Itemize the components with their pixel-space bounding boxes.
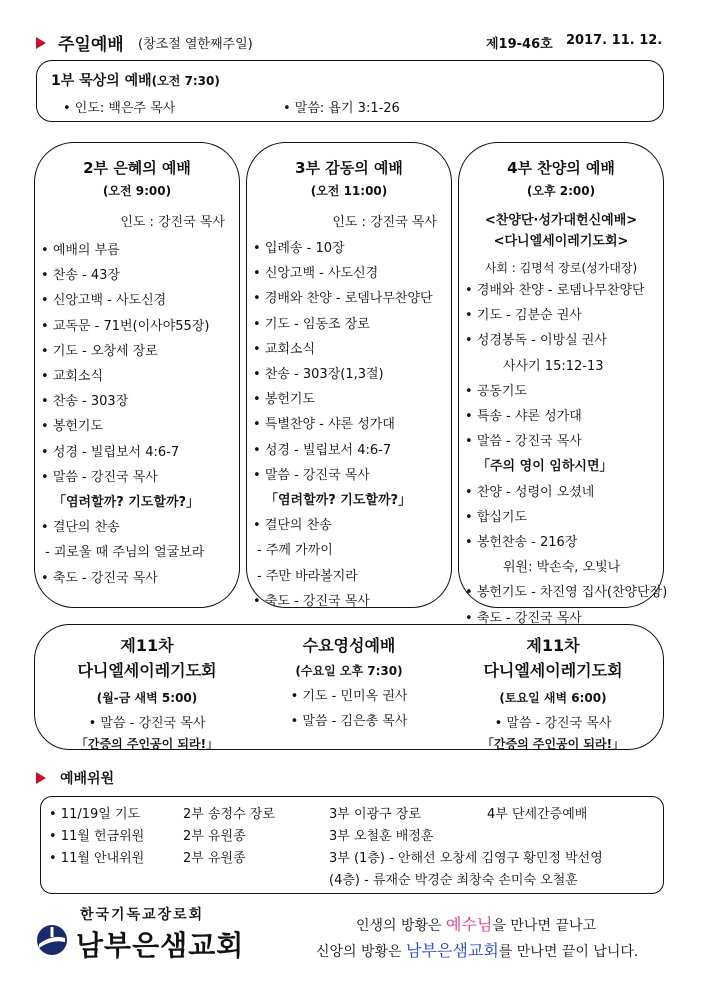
order-item: • 특송 - 샤론 성가대 bbox=[465, 404, 657, 429]
dawn-prayer-saturday-sermon: • 말씀 - 강진국 목사 bbox=[494, 716, 612, 731]
slogan-line-2: 신앙의 방황은 남부은샘교회를 만나면 끝이 납니다. bbox=[316, 941, 639, 960]
order-item: • 축도 - 강진국 목사 bbox=[41, 566, 233, 591]
order-item: • 찬양 - 성령이 오셨네 bbox=[465, 480, 657, 505]
page-header bbox=[36, 30, 666, 56]
order-item: • 예배의 부름 bbox=[41, 238, 233, 263]
service1-leader: • 인도: 백은주 목사 bbox=[63, 101, 176, 116]
dawn-prayer-saturday-round: 제11차 bbox=[526, 636, 580, 655]
order-item: • 교독문 - 71번(이사야55장) bbox=[41, 314, 233, 339]
service1-title: 1부 묵상의 예배(오전 7:30) bbox=[51, 73, 220, 89]
order-item: • 봉헌기도 - 차진영 집사(찬양단장) bbox=[465, 580, 657, 605]
order-item: - 주만 바라볼지라 bbox=[257, 568, 358, 584]
dawn-prayer-weekday-round: 제11차 bbox=[120, 636, 174, 655]
order-item: • 합십기도 bbox=[465, 505, 657, 530]
wednesday-service-sermon: • 말씀 - 김은총 목사 bbox=[290, 714, 408, 729]
workers-cell: • 11월 안내위원 bbox=[49, 851, 145, 866]
workers-cell: • 11월 헌금위원 bbox=[49, 829, 145, 844]
wednesday-service-time: (수요일 오후 7:30) bbox=[295, 664, 403, 678]
service3-title: 3부 감동의 예배 bbox=[295, 159, 403, 177]
order-item: • 경배와 찬양 - 로뎀나무찬양단 bbox=[465, 278, 657, 303]
order-item: • 특별찬양 - 샤론 성가대 bbox=[253, 412, 445, 437]
order-item: • 기도 - 임동조 장로 bbox=[253, 312, 445, 337]
workers-cell: 2부 유원종 bbox=[183, 829, 246, 844]
workers-cell: 3부 오철훈 배정훈 bbox=[329, 829, 434, 844]
order-item: • 기도 - 오창세 장로 bbox=[41, 339, 233, 364]
order-item: 「염려할까? 기도할까?」 bbox=[53, 495, 200, 511]
slogan-highlight-church: 남부은샘교회 bbox=[406, 941, 499, 960]
order-item: • 교회소식 bbox=[41, 364, 233, 389]
service4-order-list bbox=[465, 278, 668, 631]
triangle-bullet-icon bbox=[36, 37, 46, 49]
service2-title: 2부 은혜의 예배 bbox=[83, 159, 191, 177]
church-name: 남부은샘교회 bbox=[76, 929, 245, 962]
org-name: 한국기독교장로회 bbox=[80, 907, 205, 923]
order-item: • 찬송 - 303장(1,3절) bbox=[253, 362, 445, 387]
service2-time: (오전 9:00) bbox=[102, 184, 172, 198]
order-item: • 축도 - 강진국 목사 bbox=[253, 589, 445, 614]
order-item: • 말씀 - 강진국 목사 bbox=[465, 429, 657, 454]
order-item: • 공동기도 bbox=[465, 379, 657, 404]
workers-cell: • 11/19일 기도 bbox=[49, 807, 141, 822]
dawn-prayer-weekday-title: 다니엘세이레기도회 bbox=[77, 661, 217, 680]
dawn-prayer-saturday bbox=[455, 633, 651, 752]
order-item: - 주께 가까이 bbox=[257, 543, 333, 559]
dawn-prayer-weekday-quote: 「간증의 주인공이 되라!」 bbox=[75, 737, 219, 751]
service2-leader: 인도 : 강진국 목사 bbox=[120, 215, 225, 230]
order-item: 위원: 박손숙, 오빛나 bbox=[503, 560, 621, 576]
service2-box bbox=[34, 142, 240, 608]
service4-special2: <다니엘세이레기도회> bbox=[493, 234, 629, 249]
order-item: • 입례송 - 10장 bbox=[253, 236, 445, 261]
workers-heading-row bbox=[36, 768, 236, 788]
page-title: 주일예배 bbox=[58, 35, 124, 55]
workers-cell: 4부 단세간증예배 bbox=[487, 807, 588, 822]
order-item: • 기도 - 김분순 권사 bbox=[465, 303, 657, 328]
order-item: • 교회소식 bbox=[253, 337, 445, 362]
order-item: • 결단의 찬송 bbox=[253, 513, 445, 538]
workers-heading: 예배위원 bbox=[60, 771, 115, 787]
service4-box bbox=[458, 142, 668, 626]
workers-box bbox=[40, 796, 664, 894]
triangle-bullet-icon bbox=[36, 772, 46, 784]
weekday-box bbox=[34, 624, 664, 750]
order-item: • 말씀 - 강진국 목사 bbox=[41, 465, 233, 490]
workers-cell: 3부 이광구 장로 bbox=[329, 807, 421, 822]
order-item: • 신앙고백 - 사도신경 bbox=[41, 288, 233, 313]
workers-cell: 2부 유원종 bbox=[183, 851, 246, 866]
order-item: • 신앙고백 - 사도신경 bbox=[253, 261, 445, 286]
service3-leader: 인도 : 강진국 목사 bbox=[332, 215, 437, 230]
service4-special1: <찬양단·성가대헌신예배> bbox=[484, 213, 638, 228]
dawn-prayer-weekday-sermon: • 말씀 - 강진국 목사 bbox=[88, 716, 206, 731]
order-item: • 찬송 - 43장 bbox=[41, 263, 233, 288]
order-item: - 괴로울 때 주님의 얼굴보라 bbox=[45, 545, 205, 561]
church-logo-icon bbox=[36, 924, 68, 956]
footer bbox=[36, 900, 666, 980]
service4-title: 4부 찬양의 예배 bbox=[507, 159, 615, 177]
dawn-prayer-saturday-quote: 「간증의 주인공이 되라!」 bbox=[481, 737, 625, 751]
order-item: • 봉헌기도 bbox=[253, 387, 445, 412]
order-item: 사사기 15:12-13 bbox=[503, 358, 604, 374]
service3-order-list bbox=[253, 236, 445, 614]
dawn-prayer-weekday bbox=[49, 633, 245, 752]
service4-time: (오후 2:00) bbox=[526, 184, 596, 198]
service3-box bbox=[246, 142, 452, 608]
order-item: • 봉헌기도 bbox=[41, 414, 233, 439]
wednesday-service bbox=[251, 633, 447, 729]
workers-cell: 2부 송정수 장로 bbox=[183, 807, 275, 822]
order-item: • 성경 - 빌립보서 4:6-7 bbox=[41, 440, 233, 465]
page-subtitle: (창조절 열한째주일) bbox=[138, 37, 253, 52]
service3-time: (오전 11:00) bbox=[310, 184, 388, 198]
service1-sermon: • 말씀: 욥기 3:1-26 bbox=[283, 101, 400, 116]
order-item: • 찬송 - 303장 bbox=[41, 389, 233, 414]
order-item: • 성경 - 빌립보서 4:6-7 bbox=[253, 438, 445, 463]
service2-order-list bbox=[41, 238, 233, 591]
order-item: • 경배와 찬양 - 로뎀나무찬양단 bbox=[253, 286, 445, 311]
wednesday-service-title: 수요영성예배 bbox=[302, 636, 396, 655]
order-item: • 봉헌찬송 - 216장 bbox=[465, 530, 657, 555]
slogan-line-1: 인생의 방황은 예수님을 만나면 끝나고 bbox=[356, 915, 596, 934]
order-item: • 축도 - 강진국 목사 bbox=[465, 606, 657, 631]
dawn-prayer-saturday-time: (토요일 새벽 6:00) bbox=[499, 691, 607, 705]
dawn-prayer-weekday-time: (월-금 새벽 5:00) bbox=[96, 691, 198, 705]
order-item: 「염려할까? 기도할까?」 bbox=[265, 493, 412, 509]
service1-box bbox=[36, 60, 664, 122]
workers-cell: 3부 (1층) - 안해선 오창세 김영구 황민정 박선영 bbox=[329, 851, 603, 866]
slogan-highlight-jesus: 예수님 bbox=[446, 915, 493, 934]
workers-cell: (4층) - 류재순 박경순 최창숙 손미숙 오철훈 bbox=[329, 873, 578, 888]
dawn-prayer-saturday-title: 다니엘세이레기도회 bbox=[483, 661, 623, 680]
service4-leader: 사회 : 김명석 장로(성가대장) bbox=[484, 261, 638, 275]
order-item: 「주의 영이 임하시면」 bbox=[477, 459, 613, 475]
order-item: • 성경봉독 - 이방실 권사 bbox=[465, 328, 657, 353]
wednesday-service-prayer: • 기도 - 민미옥 권사 bbox=[290, 689, 408, 704]
issue-date: 2017. 11. 12. bbox=[566, 33, 663, 48]
issue-number: 제19-46호 bbox=[486, 37, 553, 52]
order-item: • 말씀 - 강진국 목사 bbox=[253, 463, 445, 488]
order-item: • 결단의 찬송 bbox=[41, 515, 233, 540]
